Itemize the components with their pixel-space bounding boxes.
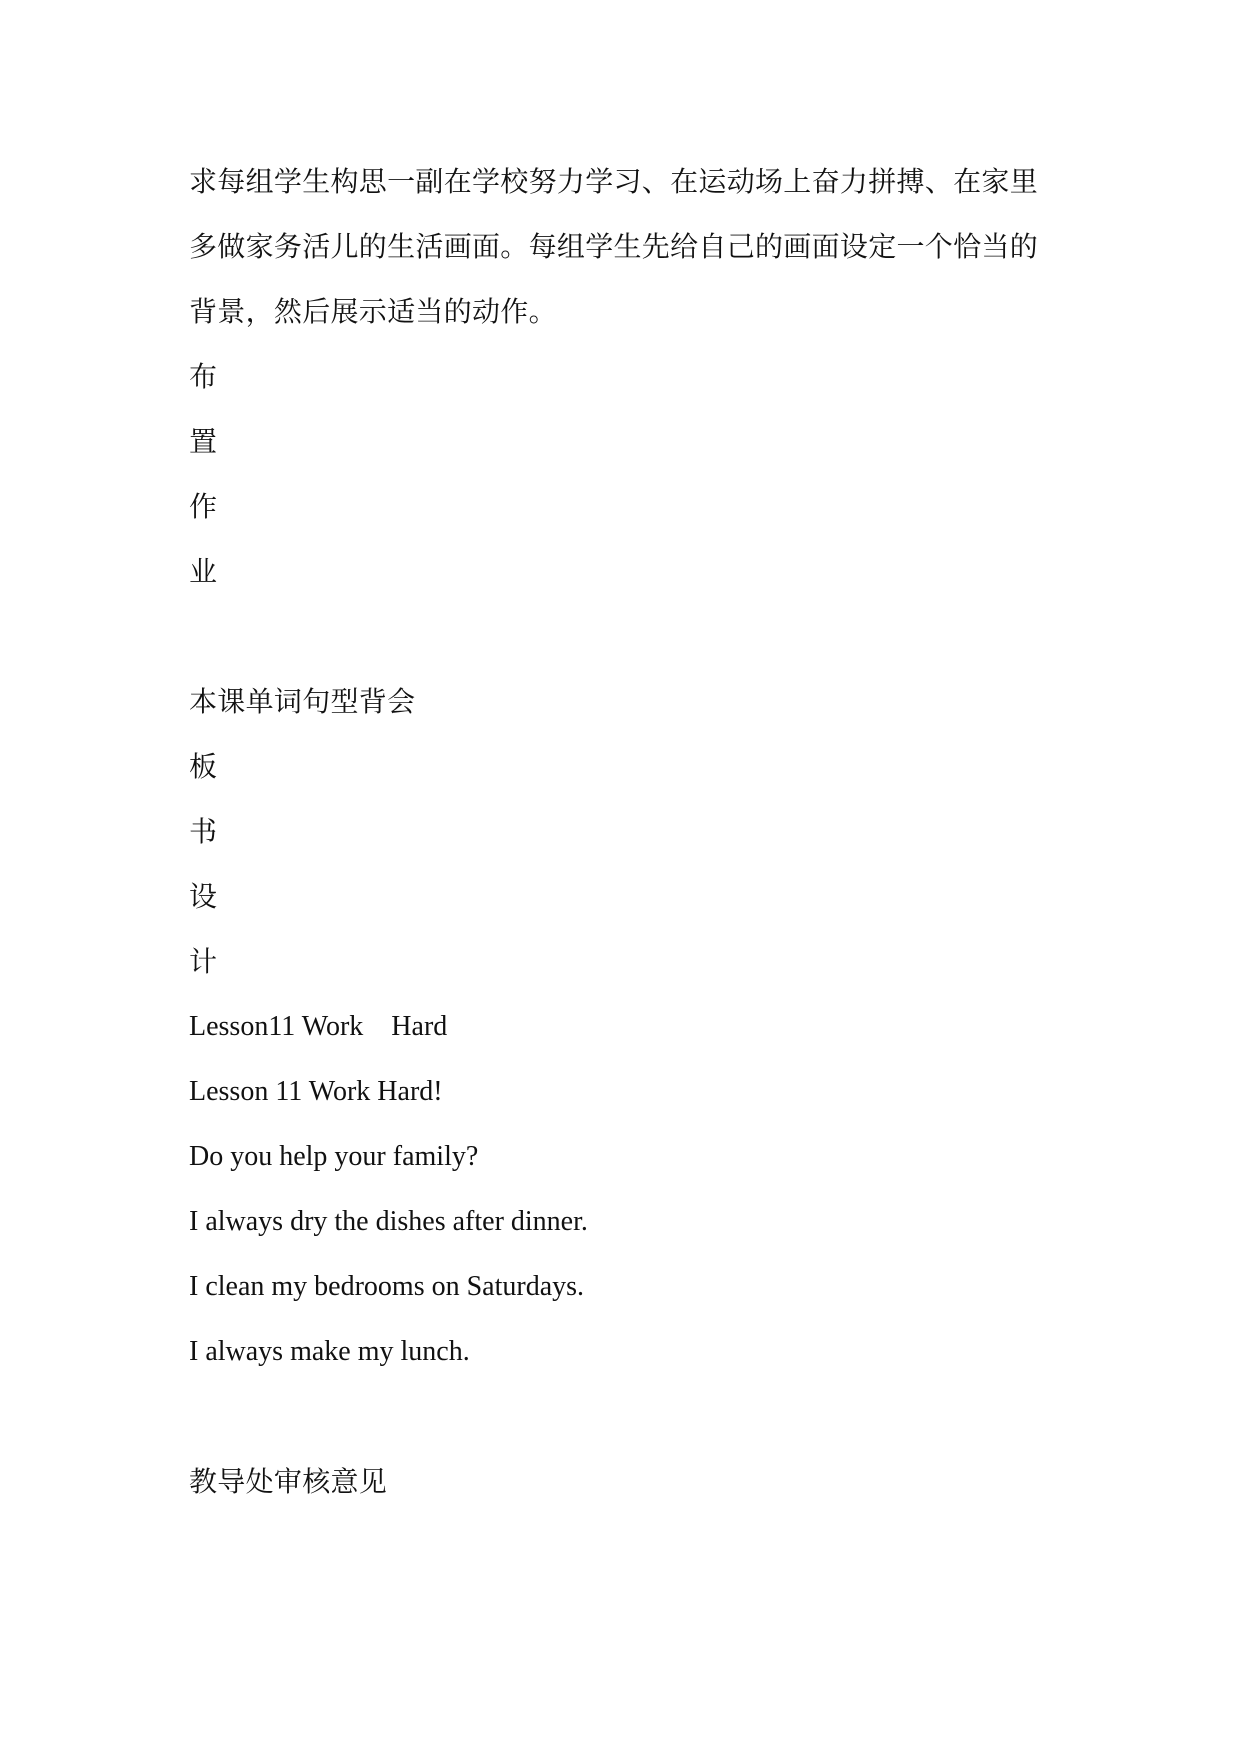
board-line-5: I clean my bedrooms on Saturdays.: [189, 1271, 585, 1302]
homework-heading-char-3: 作: [189, 490, 218, 523]
paragraph-line-2: 多做家务活儿的生活画面。每组学生先给自己的画面设定一个恰当的: [189, 230, 1039, 263]
board-design-heading-char-3: 设: [189, 880, 218, 913]
homework-heading-char-1: 布: [189, 360, 218, 393]
paragraph-line-3: 背景，然后展示适当的动作。: [189, 295, 557, 328]
homework-heading-char-2: 置: [189, 425, 218, 458]
board-line-3: Do you help your family?: [189, 1141, 479, 1172]
review-label: 教导处审核意见: [189, 1465, 388, 1498]
board-design-heading-char-1: 板: [189, 750, 218, 783]
homework-heading-char-4: 业: [189, 555, 218, 588]
homework-content: 本课单词句型背会: [189, 685, 416, 718]
paragraph-line-1: 求每组学生构思一副在学校努力学习、在运动场上奋力拼搏、在家里: [189, 165, 1039, 198]
board-line-1: Lesson11 Work Hard: [189, 1011, 448, 1042]
board-design-heading-char-2: 书: [189, 815, 218, 848]
board-line-6: I always make my lunch.: [189, 1336, 470, 1367]
board-line-4: I always dry the dishes after dinner.: [189, 1206, 588, 1237]
board-line-2: Lesson 11 Work Hard!: [189, 1076, 443, 1107]
board-design-heading-char-4: 计: [189, 945, 218, 978]
